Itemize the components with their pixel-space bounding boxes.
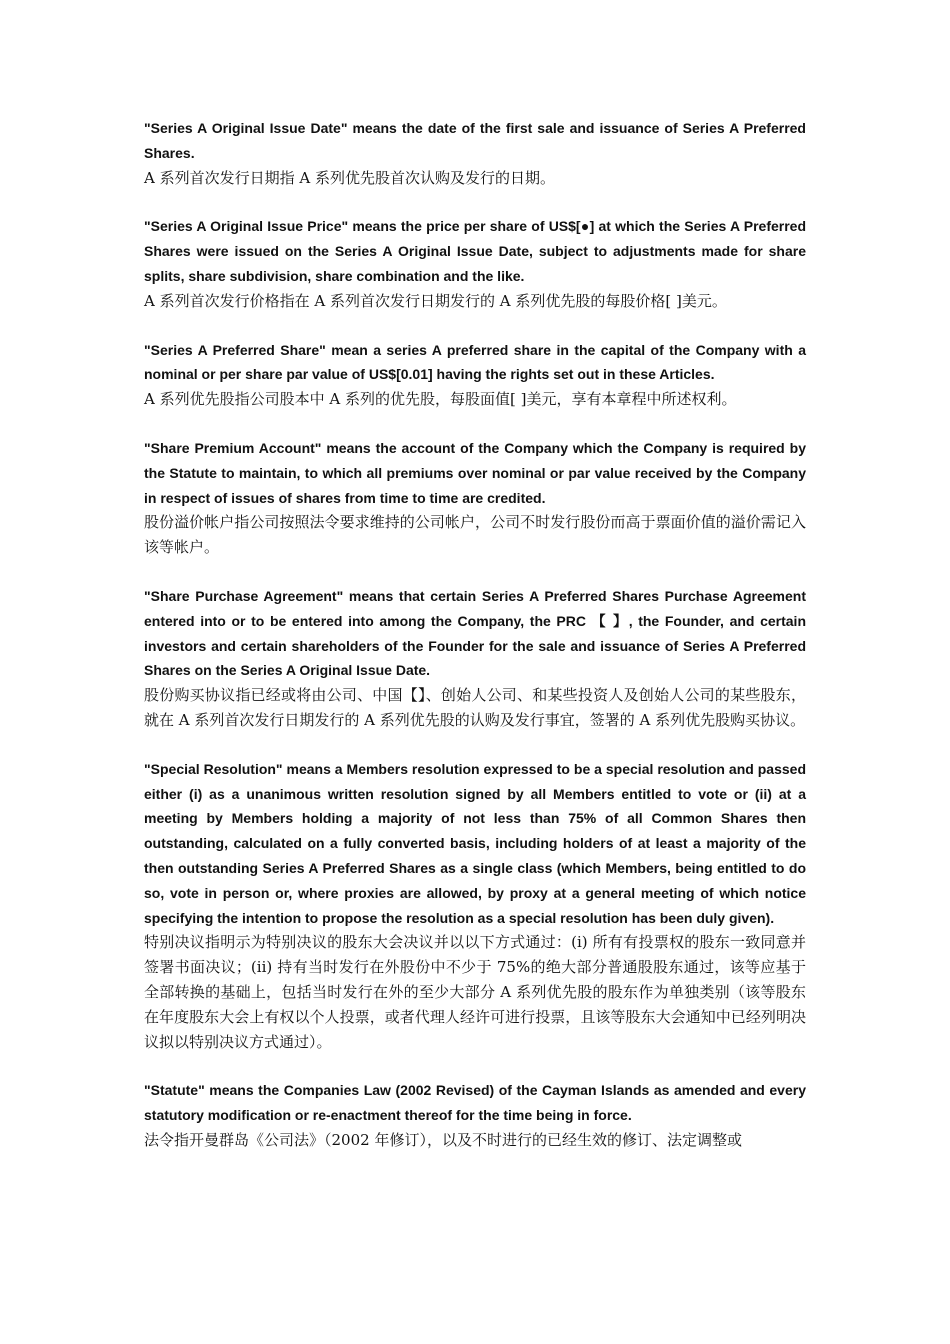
definition-english: "Share Purchase Agreement" means that certain Series A Preferred Shares Purchase Agreement entered into or to be entered into among the Company, the PRC 【 】, the Founder, and certain investors and certain shareholders of the Founder for the sale and issuance of Series A Preferred Shares on the Series A Original Issue Date.: [144, 587, 806, 679]
definition-english: "Series A Preferred Share" mean a series A preferred share in the capital of the Company with a nominal or per share par value of US$[0.01] having the rights set out in these Articles.: [144, 341, 806, 383]
definition-special-resolution: [144, 757, 806, 1055]
definition-series-a-preferred-share: [144, 338, 806, 412]
definition-chinese: 股份购买协议指已经或将由公司、中国【】、创始人公司、和某些投资人及创始人公司的某些股东，就在 A 系列首次发行日期发行的 A 系列优先股的认购及发行事宜，签署的 A 系列优先股购买协议。: [144, 686, 806, 729]
definition-chinese: A 系列首次发行价格指在 A 系列首次发行日期发行的 A 系列优先股的每股价格[ ]美元。: [144, 291, 727, 310]
document-body: [144, 116, 806, 1153]
definition-english: "Series A Original Issue Price" means the price per share of US$[●] at which the Series A Preferred Shares were issued on the Series A Original Issue Date, subject to adjustments made for share splits, share subdivision, share combination and the like.: [144, 218, 806, 284]
definition-chinese: 股份溢价帐户指公司按照法令要求维持的公司帐户，公司不时发行股份而高于票面价值的溢价需记入该等帐户。: [144, 513, 806, 557]
definition-english: "Special Resolution" means a Members resolution expressed to be a special resolution and passed either (i) as a unanimous written resolution signed by all Members entitled to vote or (ii) at a meeting by Members holding a majority of not less than 75% of all Common Shares then outstanding, calculated on a fully converted basis, including holders of at least a majority of the then outstanding Series A Preferred Shares as a single class (which Members, being entitled to do so, vote in person or, where proxies are allowed, by proxy at a general meeting of which notice specifying the intention to propose the resolution as a special resolution has been duly given).: [144, 760, 806, 926]
definition-share-premium-account: [144, 436, 806, 560]
definition-english: "Share Premium Account" means the account of the Company which the Company is required by the Statute to maintain, to which all premiums over nominal or par value received by the Company in respect of issues of shares from time to time are credited.: [144, 439, 806, 506]
definition-share-purchase-agreement: [144, 584, 806, 733]
definition-chinese: A 系列首次发行日期指 A 系列优先股首次认购及发行的日期。: [144, 168, 555, 187]
definition-chinese: 法令指开曼群岛《公司法》（2002 年修订），以及不时进行的已经生效的修订、法定调整或: [144, 1130, 742, 1149]
definition-chinese: A 系列优先股指公司股本中 A 系列的优先股，每股面值[ ]美元，享有本章程中所述权利。: [144, 390, 737, 409]
definition-english: "Statute" means the Companies Law (2002 Revised) of the Cayman Islands as amended and every statutory modification or re-enactment thereof for the time being in force.: [144, 1082, 806, 1124]
definition-series-a-original-issue-price: [144, 214, 806, 313]
definition-chinese: 特别决议指明示为特别决议的股东大会决议并以以下方式通过：(i) 所有有投票权的股东一致同意并签署书面决议；(ii) 持有当时发行在外股份中不少于 75%的绝大部分普通股股东通过，该等应基于全部转换的基础上，包括当时发行在外的至少大部分 A 系列优先股的股东作为单独类别（该等股东在年度股东大会上有权以个人投票，或者代理人经许可进行投票，且该等股东大会通知中已经列明决议拟以特别决议方式通过）。: [144, 933, 806, 1051]
definition-series-a-original-issue-date: [144, 116, 806, 190]
definition-statute: [144, 1078, 806, 1152]
definition-english: "Series A Original Issue Date" means the date of the first sale and issuance of Series A Preferred Shares.: [144, 120, 806, 161]
